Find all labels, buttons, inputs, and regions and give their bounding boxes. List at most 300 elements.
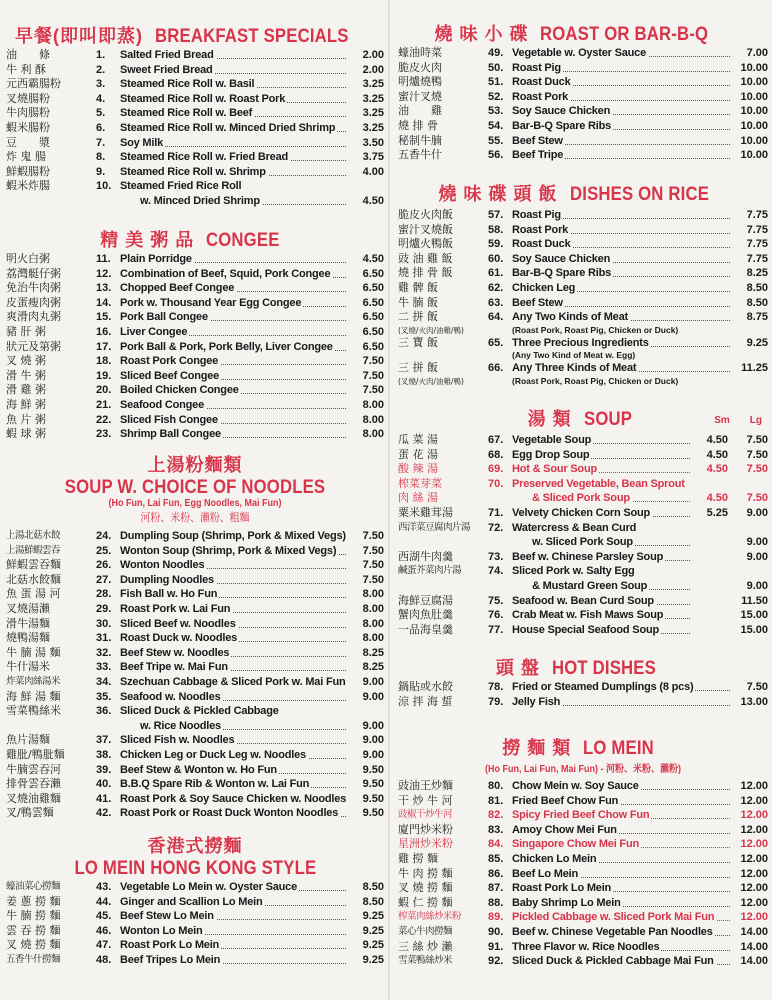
menu-item [398,896,768,911]
item-name-zh: 牛 肉 撈 麵 [398,866,453,880]
item-name-zh: 蝦 仁 撈 麵 [398,895,453,909]
item-name-en-text: Hot & Sour Soup [512,463,597,476]
item-price-large: 7.50 [746,434,768,446]
item-number: 66. [488,362,504,375]
menu-item [6,558,384,573]
item-name-zh: 元西霸腸粉 [6,77,61,91]
item-price-large: 15.00 [740,623,768,636]
item-name-en [120,631,348,646]
item-price: 12.00 [740,809,768,822]
item-price: 7.75 [746,209,768,221]
item-name-zh: 榨菜肉絲炒米粉 [398,911,462,923]
item-price: 9.25 [362,924,384,937]
section-title-zh: 頭 盤 [495,658,540,678]
item-price: 10.00 [740,76,768,89]
item-note-en: (Roast Pork, Roast Pig, Chicken or Duck) [512,324,679,335]
item-name-en-text: Steamed Rice Roll w. Roast Pork [120,92,286,105]
item-name-en-text: Sliced Beef Congee [120,369,220,382]
item-number: 55. [488,134,504,147]
item-name-en [512,521,692,536]
item-name-en [512,310,732,325]
item-name-en-text: Chicken Leg or Duck Leg w. Noodles [120,748,306,761]
menu-item [398,564,768,579]
item-number: 7. [96,136,106,149]
item-name-zh: 排骨雲吞瀨 [6,777,61,791]
menu-item [398,852,768,867]
menu-item [398,310,768,325]
item-name-en-text: Jelly Fish [512,695,561,708]
item-name-en [120,558,348,573]
menu-item [398,477,768,492]
item-name-en-text: B.B.Q Spare Rib & Wonton w. Lai Fun [120,778,310,791]
item-name-en-text: Sliced Pork w. Salty Egg [512,565,635,578]
item-name-en-text: Soy Sauce Chicken [512,105,611,118]
item-price: 10.00 [740,119,768,132]
item-price: 8.00 [362,632,384,645]
item-number: 51. [488,76,504,89]
item-price: 8.50 [746,281,768,294]
item-price: 12.00 [740,911,768,924]
item-name-en [512,237,732,252]
menu-item [6,150,384,165]
item-name-zh: 蜜汁叉燒 [398,89,442,103]
section-title-zh: 香港式撈麵 [147,836,243,856]
item-name-zh: 魚片湯麵 [6,733,50,747]
item-name-en [120,340,348,355]
item-number: 68. [488,448,504,461]
item-name-zh: 五香牛什 [398,148,442,162]
item-name-en [512,896,732,911]
item-name-en [512,608,692,623]
item-name-en-text: Soy Sauce Chicken [512,252,611,265]
item-name-en [120,704,348,719]
item-number: 18. [96,355,112,368]
item-name-zh: 明爐火鴨飯 [398,237,453,251]
item-name-zh: 一品海皇羹 [398,622,453,636]
item-name-zh: 牛 腩 飯 [398,295,438,309]
item-name-zh: 星洲炒米粉 [398,837,453,851]
item-number: 46. [96,924,112,937]
item-name-zh: 叉 燒 撈 麵 [6,938,61,952]
item-price-large: 9.00 [746,506,768,519]
size-large-label: Lg [749,415,762,426]
item-name-en-text: Seafood w. Bean Curd Soup [512,594,654,607]
item-name-en [512,336,732,351]
item-name-en-text: Sweet Fried Bread [120,63,213,76]
menu-item [398,521,768,536]
item-price: 4.00 [362,165,384,178]
item-name-en-text: Velvety Chicken Corn Soup [512,506,651,519]
item-name-zh: 雞 髀 飯 [398,280,438,294]
item-number: 81. [488,794,504,807]
item-number: 22. [96,413,112,426]
item-name-zh: 蠔油時菜 [398,46,442,59]
item-price: 10.00 [740,149,768,162]
item-price: 6.50 [362,267,384,280]
item-number: 13. [96,282,112,295]
menu-item [398,881,768,896]
item-name-en-text: Steamed Rice Roll w. Fried Bread [120,151,289,164]
menu-item [398,148,768,163]
menu-item [6,63,384,78]
menu-item [6,92,384,107]
menu-item [6,660,384,675]
item-name-zh: 雪菜鴨絲米 [6,704,61,718]
item-name-en-text: Bar-B-Q Spare Ribs [512,267,612,280]
item-name-en-text: Sliced Fish w. Noodles [120,734,235,747]
item-name-zh: 豆 漿 [6,135,50,149]
menu-item [6,880,384,895]
menu-item [398,779,768,794]
item-name-en [120,909,348,924]
item-price: 10.00 [740,61,768,74]
item-name-en [120,77,348,92]
item-name-en [120,136,348,151]
menu-item [6,733,384,748]
item-name-zh: 牛 腩 湯 麵 [6,645,61,659]
item-number: 5. [96,107,106,120]
item-number: 78. [488,681,504,693]
section-header [6,22,384,48]
menu-item [6,806,384,821]
item-name-en [120,660,348,675]
menu-item [398,448,768,463]
item-price: 7.50 [362,384,384,397]
item-number: 9. [96,165,106,178]
menu-item [398,940,768,955]
section-rice [398,180,768,387]
item-number: 82. [488,809,504,822]
item-name-zh: 牛肉腸粉 [6,106,50,120]
item-number: 80. [488,780,504,792]
menu-item [398,61,768,76]
item-number: 23. [96,428,112,441]
item-price: 10.00 [740,105,768,118]
section-title-zh: 精 美 粥 品 [100,230,195,250]
menu-item [398,281,768,296]
item-name-en-text: Sliced Beef w. Noodles [120,617,236,630]
menu-item [6,763,384,778]
item-number: 63. [488,296,504,309]
item-name-en-text: Pork w. Thousand Year Egg Congee [120,296,302,309]
item-name-en [120,573,348,588]
item-price: 12.00 [740,867,768,880]
item-name-en [120,63,348,78]
item-name-en [120,413,348,428]
item-name-en [120,924,348,939]
section-subtitle: (Ho Fun, Lai Fun, Egg Noodles, Mai Fun) [108,498,282,509]
section-title-en: ROAST OR BAR-B-Q [540,24,709,45]
menu-item [398,794,768,809]
item-name-zh: 雲 吞 撈 麵 [6,923,61,937]
item-name-zh: 鍋貼或水餃 [398,680,453,693]
menu-item [6,938,384,953]
item-name-en [512,867,732,882]
item-name-en-text: Sliced Fish Congee [120,413,218,426]
item-name-en-text: Sliced Duck & Pickled Cabbage [120,705,279,718]
item-number: 41. [96,792,112,805]
item-price: 3.25 [362,121,384,134]
item-price: 9.00 [362,719,384,732]
item-name-en [512,794,732,809]
section-roast [398,20,768,163]
item-name-en [120,938,348,953]
menu-item [398,594,768,609]
menu-item [6,427,384,442]
item-number: 77. [488,623,504,636]
item-price: 7.50 [362,573,384,586]
item-name-en-text: & Mustard Green Soup [512,580,649,592]
menu-item [398,550,768,565]
item-name-en-text: Steamed Rice Roll w. Minced Dried Shrimp [120,121,336,134]
item-name-zh: 皮蛋瘦肉粥 [6,295,61,309]
item-number: 61. [488,267,504,280]
item-number: 35. [96,690,112,703]
item-price: 12.00 [740,882,768,895]
item-name-zh: 海 鮮 湯 麵 [6,689,61,703]
item-name-en-text: Roast Pork & Soy Sauce Chicken w. Noodles [120,792,347,805]
item-price: 4.50 [362,194,384,207]
menu-item [398,462,768,477]
section-title-en: SOUP W. CHOICE OF NOODLES [64,477,326,498]
item-price: 9.00 [362,675,384,688]
item-name-zh: 上湯鮮蝦雲吞 [6,544,61,556]
item-number: 58. [488,223,504,236]
item-name-en [120,325,348,340]
item-name-en [512,281,732,296]
menu-item [6,602,384,617]
item-name-en-text: Fried or Steamed Dumplings (8 pcs) [512,681,694,693]
item-number: 69. [488,463,504,476]
item-number: 27. [96,573,112,586]
item-name-en [512,119,732,134]
item-note-en: (Any Two Kind of Meat w. Egg) [512,350,636,361]
item-number: 75. [488,594,504,607]
section-congee [6,226,384,442]
menu-item [6,646,384,661]
item-name-en [512,695,732,710]
menu-item [398,535,768,550]
item-name-en-text: Wonton Soup (Shrimp, Pork & Mixed Vegs) [120,544,337,557]
item-name-zh: 海 鮮 粥 [6,397,46,411]
item-name-zh: 西湖牛肉羹 [398,549,453,563]
item-name-en-text: Salted Fried Bread [120,49,214,61]
item-name-en [512,266,732,281]
item-price: 8.50 [362,881,384,893]
section-header [6,226,384,252]
item-name-en [120,150,348,165]
item-name-en [512,837,732,852]
item-name-en [512,448,692,463]
item-name-zh: 叉燒腸粉 [6,91,50,105]
item-name-zh: 魚 蛋 湯 河 [6,587,61,601]
item-name-en [120,763,348,778]
menu-item [398,695,768,710]
item-price: 6.50 [362,340,384,353]
item-note [398,350,768,361]
menu-item [398,104,768,119]
menu-item [398,623,768,638]
item-price: 9.00 [362,748,384,761]
item-name-zh: 鮮蝦腸粉 [6,164,50,178]
item-name-en [512,535,692,550]
item-name-en-text: Beef Tripes Lo Mein [120,953,221,966]
item-name-zh: 酸 辣 湯 [398,462,438,476]
item-name-en-text: w. Minced Dried Shrimp [120,195,262,207]
item-name-zh: 秘制牛腩 [398,133,442,147]
item-number: 39. [96,763,112,776]
menu-item [398,910,768,925]
item-name-en-text: Sliced Duck & Pickled Cabbage Mai Fun [512,955,714,968]
section-header [6,452,384,498]
item-price: 8.50 [362,895,384,908]
item-name-en-text: Shrimp Ball Congee [120,428,221,441]
item-price: 9.00 [362,690,384,703]
item-price: 8.25 [362,661,384,674]
item-number: 33. [96,661,112,674]
item-name-zh: 粟米雞茸湯 [398,505,453,519]
item-name-en-text: Egg Drop Soup [512,448,590,461]
item-price: 9.50 [362,807,384,820]
item-price: 7.75 [746,223,768,236]
item-price: 7.50 [746,681,768,693]
menu-item [6,369,384,384]
item-name-en [512,550,692,565]
item-name-en-text: Baby Shrimp Lo Mein [512,896,621,909]
menu-item [398,808,768,823]
item-name-en-text: Roast Pork Lo Mein [512,882,612,895]
item-note [398,376,768,387]
menu-item [398,823,768,838]
item-price: 8.00 [362,602,384,615]
item-price: 8.00 [362,617,384,630]
item-name-en [512,594,692,609]
item-name-en [120,121,348,136]
item-name-en [120,194,348,209]
item-number: 21. [96,398,112,411]
item-price: 9.00 [362,734,384,747]
item-note [398,325,768,336]
item-name-en [512,680,732,695]
item-number: 3. [96,78,106,91]
menu-item [6,924,384,939]
item-number: 20. [96,384,112,397]
item-number: 17. [96,340,112,353]
menu-item [398,680,768,695]
item-name-en-text: Beef w. Chinese Vegetable Pan Noodles [512,925,713,938]
menu-item [398,954,768,969]
item-price: 7.75 [746,252,768,265]
size-labels [714,415,762,426]
menu-item [6,325,384,340]
item-number: 65. [488,336,504,349]
item-number: 49. [488,47,504,59]
item-price: 12.00 [740,838,768,851]
item-name-zh: 三 絲 炒 瀨 [398,939,453,953]
item-name-en [120,48,348,63]
item-price: 8.00 [362,428,384,441]
item-price: 9.50 [362,792,384,805]
item-price: 12.00 [740,896,768,909]
item-number: 6. [96,121,106,134]
menu-item [6,383,384,398]
item-number: 45. [96,910,112,923]
item-number: 25. [96,544,112,557]
item-name-en [120,296,348,311]
item-name-en [512,148,732,163]
item-name-zh: 炸 鬼 腸 [6,150,46,164]
item-note-zh [398,350,512,361]
item-name-en-text: Three Precious Ingredients [512,336,649,349]
item-name-en [120,544,348,559]
section-title-en: LO MEIN [583,738,655,759]
item-price-small: 4.50 [706,492,728,505]
menu-item [398,433,768,448]
item-number: 84. [488,838,504,851]
item-name-zh: 豉油王炒麵 [398,779,453,792]
menu-item [6,296,384,311]
section-header [398,654,768,680]
item-number: 31. [96,632,112,645]
section-title-en: CONGEE [206,230,280,251]
item-number: 52. [488,90,504,103]
item-name-en [512,223,732,238]
item-name-en-text: Roast Pork [512,90,569,103]
item-name-en-text: Fish Ball w. Ho Fun [120,588,218,601]
item-name-en [512,252,732,267]
item-name-en-text: Pickled Cabbage w. Sliced Pork Mai Fun [512,911,715,924]
menu-item [6,704,384,719]
item-number: 56. [488,149,504,162]
item-name-en [120,748,348,763]
item-name-en-text: Pork Ball Congee [120,311,208,324]
item-number: 4. [96,92,106,105]
item-name-en [512,564,692,579]
section-header [6,832,384,880]
item-number: 57. [488,209,504,221]
item-price-large: 9.00 [746,579,768,592]
menu-item [6,573,384,588]
item-price-large: 7.50 [746,463,768,476]
item-price: 3.75 [362,151,384,164]
item-price: 12.00 [740,823,768,836]
item-name-en-text: Roast Pig [512,61,561,74]
item-name-zh: 肉 絲 湯 [398,491,438,505]
item-name-en [120,953,348,968]
item-price-small: 4.50 [706,448,728,461]
item-name-en-text: Spicy Fried Beef Chow Fun [512,809,650,822]
item-name-zh: 北菇水餃麵 [6,572,61,586]
item-name-en [120,690,348,705]
item-name-en-text: Roast Duck [512,76,571,89]
item-number: 15. [96,311,112,324]
item-name-en-text: Szechuan Cabbage & Sliced Pork w. Mai Fun [120,675,346,688]
item-note-zh: (叉燒/火肉/油雞/鴨) [398,376,464,386]
item-price: 9.25 [362,939,384,952]
item-name-zh: 五香牛什撈麵 [6,953,61,965]
section-header [398,20,768,46]
section-title-en: DISHES ON RICE [569,184,709,205]
item-price: 14.00 [740,940,768,953]
item-number: 76. [488,609,504,622]
item-name-zh: 蟹肉魚肚羹 [398,608,453,622]
item-number: 42. [96,807,112,820]
item-name-zh: 鮮蝦雲吞麵 [6,558,61,572]
item-number: 37. [96,734,112,747]
menu-item [398,252,768,267]
menu-item [398,579,768,594]
item-name-en-text: Seafood w. Noodles [120,690,221,703]
